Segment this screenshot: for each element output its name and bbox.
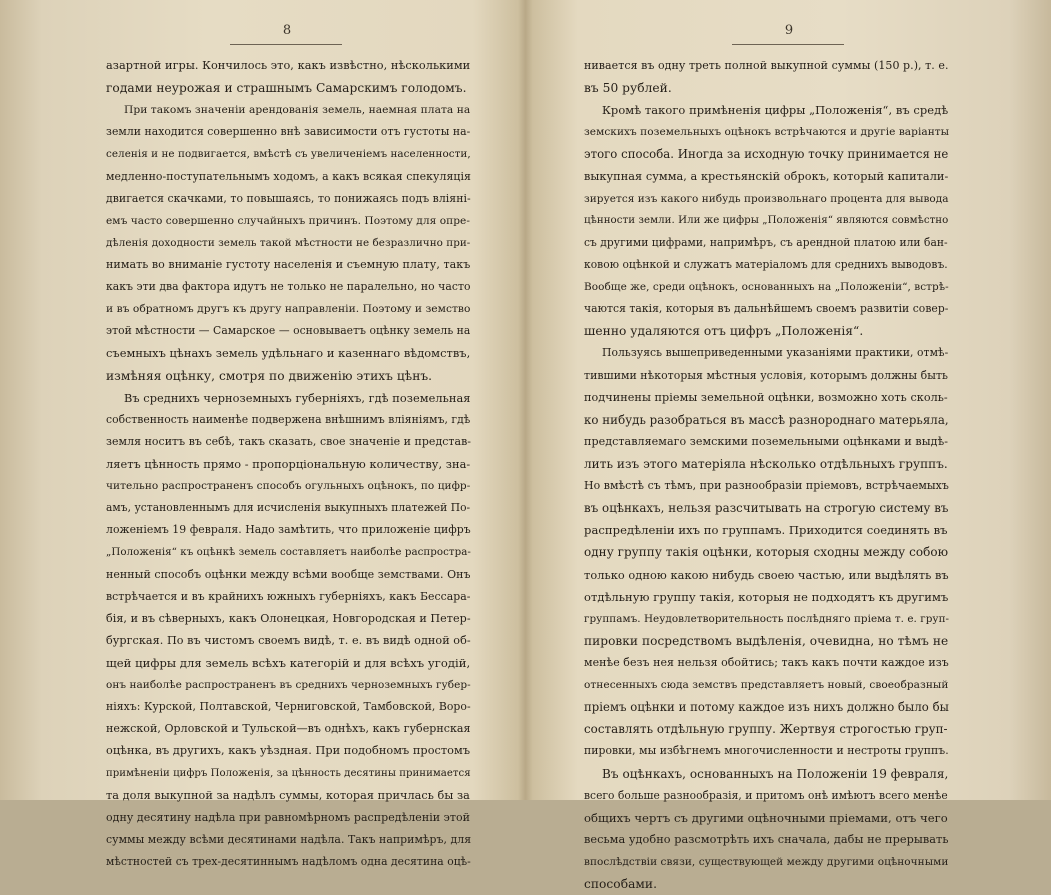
text-line: общихъ чертъ съ другими оцѣночными пріемами, отъ чего (584, 810, 948, 825)
text-line: измѣняя оцѣнку, смотря по движенію этихъ цѣнъ. (106, 368, 433, 383)
text-line: собственность наименѣе подвержена внѣшнимъ вліяніямъ, гдѣ (106, 412, 471, 426)
text-line: Кромѣ такого примѣненія цифры „Положенія“, въ средѣ (602, 103, 949, 118)
text-line: цѣнности земли. Или же цифры „Положенія“ являются совмѣстно (584, 214, 949, 226)
left-page (0, 0, 524, 868)
text-line: съ другими цифрами, напримѣръ, съ арендной платою или бан- (584, 235, 948, 249)
text-line: онъ наиболѣе распространенъ въ среднихъ черноземныхъ губер- (106, 679, 471, 692)
text-line: азартной игры. Кончилось это, какъ извѣстно, нѣсколькими (106, 59, 471, 72)
text-line: щей цифры для земель всѣхъ категорій и для всѣхъ угодій, (106, 655, 471, 670)
text-line: подчинены пріемы земельной оцѣнки, возможно хоть сколь- (584, 390, 948, 404)
text-line: емъ часто совершенно случайныхъ причинъ. Поэтому для опре- (106, 214, 470, 227)
text-line: пировки, мы избѣгнемъ многочисленности и нестроты группъ. (584, 744, 949, 758)
text-line: нимать во вниманіе густоту населенія и съемную плату, такъ (106, 257, 471, 271)
page-number-right: 9 (784, 23, 794, 38)
text-line: ляетъ цѣнность прямо - пропорціональную количеству, зна- (106, 456, 471, 471)
text-line: составлять отдѣльную группу. Жертвуя строгостью груп- (584, 722, 948, 737)
header-rule-right (732, 44, 844, 45)
text-line: Но вмѣстѣ съ тѣмъ, при разнообразіи пріемовъ, встрѣчаемыхъ (584, 479, 949, 493)
right-page-text (584, 55, 948, 895)
text-line: способами. (584, 877, 658, 892)
text-line: Пользуясь вышеприведенными указаніями практики, отмѣ- (602, 346, 949, 360)
text-line: суммы между всѣми десятинами надѣла. Такъ напримѣръ, для (106, 832, 472, 846)
text-line: пріемъ оцѣнки и потому каждое изъ нихъ должно было бы (584, 700, 949, 715)
text-line: бургская. По въ чистомъ своемъ видѣ, т. е. въ видѣ одной об- (106, 633, 471, 647)
text-line: весьма удобно разсмотрѣть ихъ сначала, дабы не прерывать (584, 832, 949, 846)
text-line: всего больше разнообразія, и притомъ онѣ имѣютъ всего менѣе (584, 788, 948, 802)
text-line: только одною какою нибудь своею частью, или выдѣлять въ (584, 567, 949, 582)
text-line: Въ среднихъ черноземныхъ губерніяхъ, гдѣ поземельная (124, 390, 471, 405)
text-line: ніяхъ: Курской, Полтавской, Черниговской, Тамбовской, Воро- (106, 700, 471, 714)
text-line: этого способа. Иногда за исходную точку принимается не (584, 147, 949, 162)
text-line: земли находится совершенно внѣ зависимости отъ густоты на- (106, 125, 471, 139)
text-line: лить изъ этого матеріяла нѣсколько отдѣльныхъ группъ. (584, 456, 948, 471)
text-line: примѣненіи цифръ Положенія, за цѣнность десятины принимается (106, 767, 471, 779)
page-number-left: 8 (282, 23, 292, 38)
text-line: отдѣльную группу такія, которыя не подходятъ къ другимъ (584, 589, 949, 604)
text-line: какъ эти два фактора идутъ не только не паралельно, но часто (106, 280, 471, 294)
text-line: земля носитъ въ себѣ, такъ сказать, свое значеніе и представ- (106, 434, 472, 448)
text-line: Вообще же, среди оцѣнокъ, основанныхъ на „Положеніи“, встрѣ- (584, 281, 949, 294)
text-line: представляемаго земскими поземельными оцѣнками и выдѣ- (584, 434, 949, 448)
text-line: ненный способъ оцѣнки между всѣми вообще земствами. Онъ (106, 567, 471, 581)
text-line: встрѣчается и въ крайнихъ южныхъ губерніяхъ, какъ Бессара- (106, 589, 471, 603)
text-line: пировки посредствомъ выдѣленія, очевидна, но тѣмъ не (584, 633, 949, 648)
text-line: менѣе безъ нея нельзя обойтись; такъ какъ почти каждое изъ (584, 655, 949, 669)
text-line: этой мѣстности — Самарское — основываетъ оцѣнку земель на (106, 324, 471, 338)
text-line: шенно удаляются отъ цифръ „Положенія“. (584, 324, 864, 339)
text-line: группамъ. Неудовлетворительность послѣдняго пріема т. е. груп- (584, 612, 950, 625)
text-line: дѣленія доходности земель такой мѣстности не безразлично при- (106, 236, 471, 249)
text-line: ко нибудь разобраться въ массѣ разнороднаго матерьяла, (584, 412, 949, 427)
text-line: мѣстностей съ трех-десятиннымъ надѣломъ одна десятина оцѣ- (106, 854, 471, 868)
text-line: нежской, Орловской и Тульской—въ однѣхъ, какъ губернская (106, 722, 471, 736)
left-page-text (106, 55, 470, 873)
text-line: годами неурожая и страшнымъ Самарскимъ голодомъ. (106, 81, 467, 96)
header-rule-left (230, 44, 342, 45)
text-line: одну группу такія оцѣнки, которыя сходны между собою (584, 545, 949, 560)
text-line: распредѣленіи ихъ по группамъ. Приходится соединять въ (584, 523, 948, 538)
text-line: Въ оцѣнкахъ, основанныхъ на Положеніи 19 февраля, (602, 766, 949, 781)
text-line: При такомъ значеніи арендованія земель, наемная плата на (124, 103, 471, 117)
text-line: нивается въ одну треть полной выкупной суммы (150 р.), т. е. (584, 59, 949, 72)
right-page (527, 0, 1051, 892)
text-line: оцѣнка, въ другихъ, какъ уѣздная. При подобномъ простомъ (106, 744, 471, 758)
text-line: „Положенія“ къ оцѣнкѣ земель составляетъ наиболѣе распростра- (106, 546, 471, 559)
text-line: и въ обратномъ другъ къ другу направленіи. Поэтому и земство (106, 302, 471, 316)
text-line: бія, и въ сѣверныхъ, какъ Олонецкая, Новгородская и Петер- (106, 611, 471, 625)
text-line: земскихъ поземельныхъ оцѣнокъ встрѣчаются и другіе варіанты (584, 126, 950, 139)
text-line: ложеніемъ 19 февраля. Надо замѣтить, что приложеніе цифръ (106, 523, 471, 537)
text-line: одну десятину надѣла при равномѣрномъ распредѣленіи этой (106, 810, 471, 824)
text-line: выкупная сумма, а крестьянскій оброкъ, который капитали- (584, 169, 949, 183)
text-line: съемныхъ цѣнахъ земель удѣльнаго и казеннаго вѣдомствъ, (106, 346, 471, 361)
text-line: въ 50 рублей. (584, 81, 672, 96)
text-line: та доля выкупной за надѣлъ суммы, которая причлась бы за (106, 788, 470, 802)
text-line: тившими нѣкоторыя мѣстныя условія, которымъ должны быть (584, 368, 948, 382)
text-line: амъ, установленнымъ для исчисленія выкупныхъ платежей По- (106, 501, 471, 515)
text-line: впослѣдствіи связи, существующей между другими оцѣночными (584, 855, 949, 868)
text-line: отнесенныхъ сюда земствъ представляетъ новый, своеобразный (584, 679, 949, 692)
text-line: чаются такія, которыя въ дальнѣйшемъ своемъ развитіи совер- (584, 302, 949, 316)
text-line: зируется изъ какого нибудь произвольнаго процента для вывода (584, 192, 949, 205)
text-line: двигается скачками, то повышаясь, то понижаясь подъ вліяні- (106, 191, 471, 205)
text-line: медленно-поступательнымъ ходомъ, а какъ всякая спекуляція (106, 169, 471, 183)
text-line: чительно распространенъ способъ огульныхъ оцѣнокъ, по цифр- (106, 480, 471, 493)
text-line: ковою оцѣнкой и служатъ матеріаломъ для среднихъ выводовъ. (584, 257, 948, 271)
text-line: въ оцѣнкахъ, нельзя разсчитывать на строгую систему въ (584, 501, 949, 516)
text-line: селенія и не подвигается, вмѣстѣ съ увеличеніемъ населенности, (106, 148, 471, 161)
